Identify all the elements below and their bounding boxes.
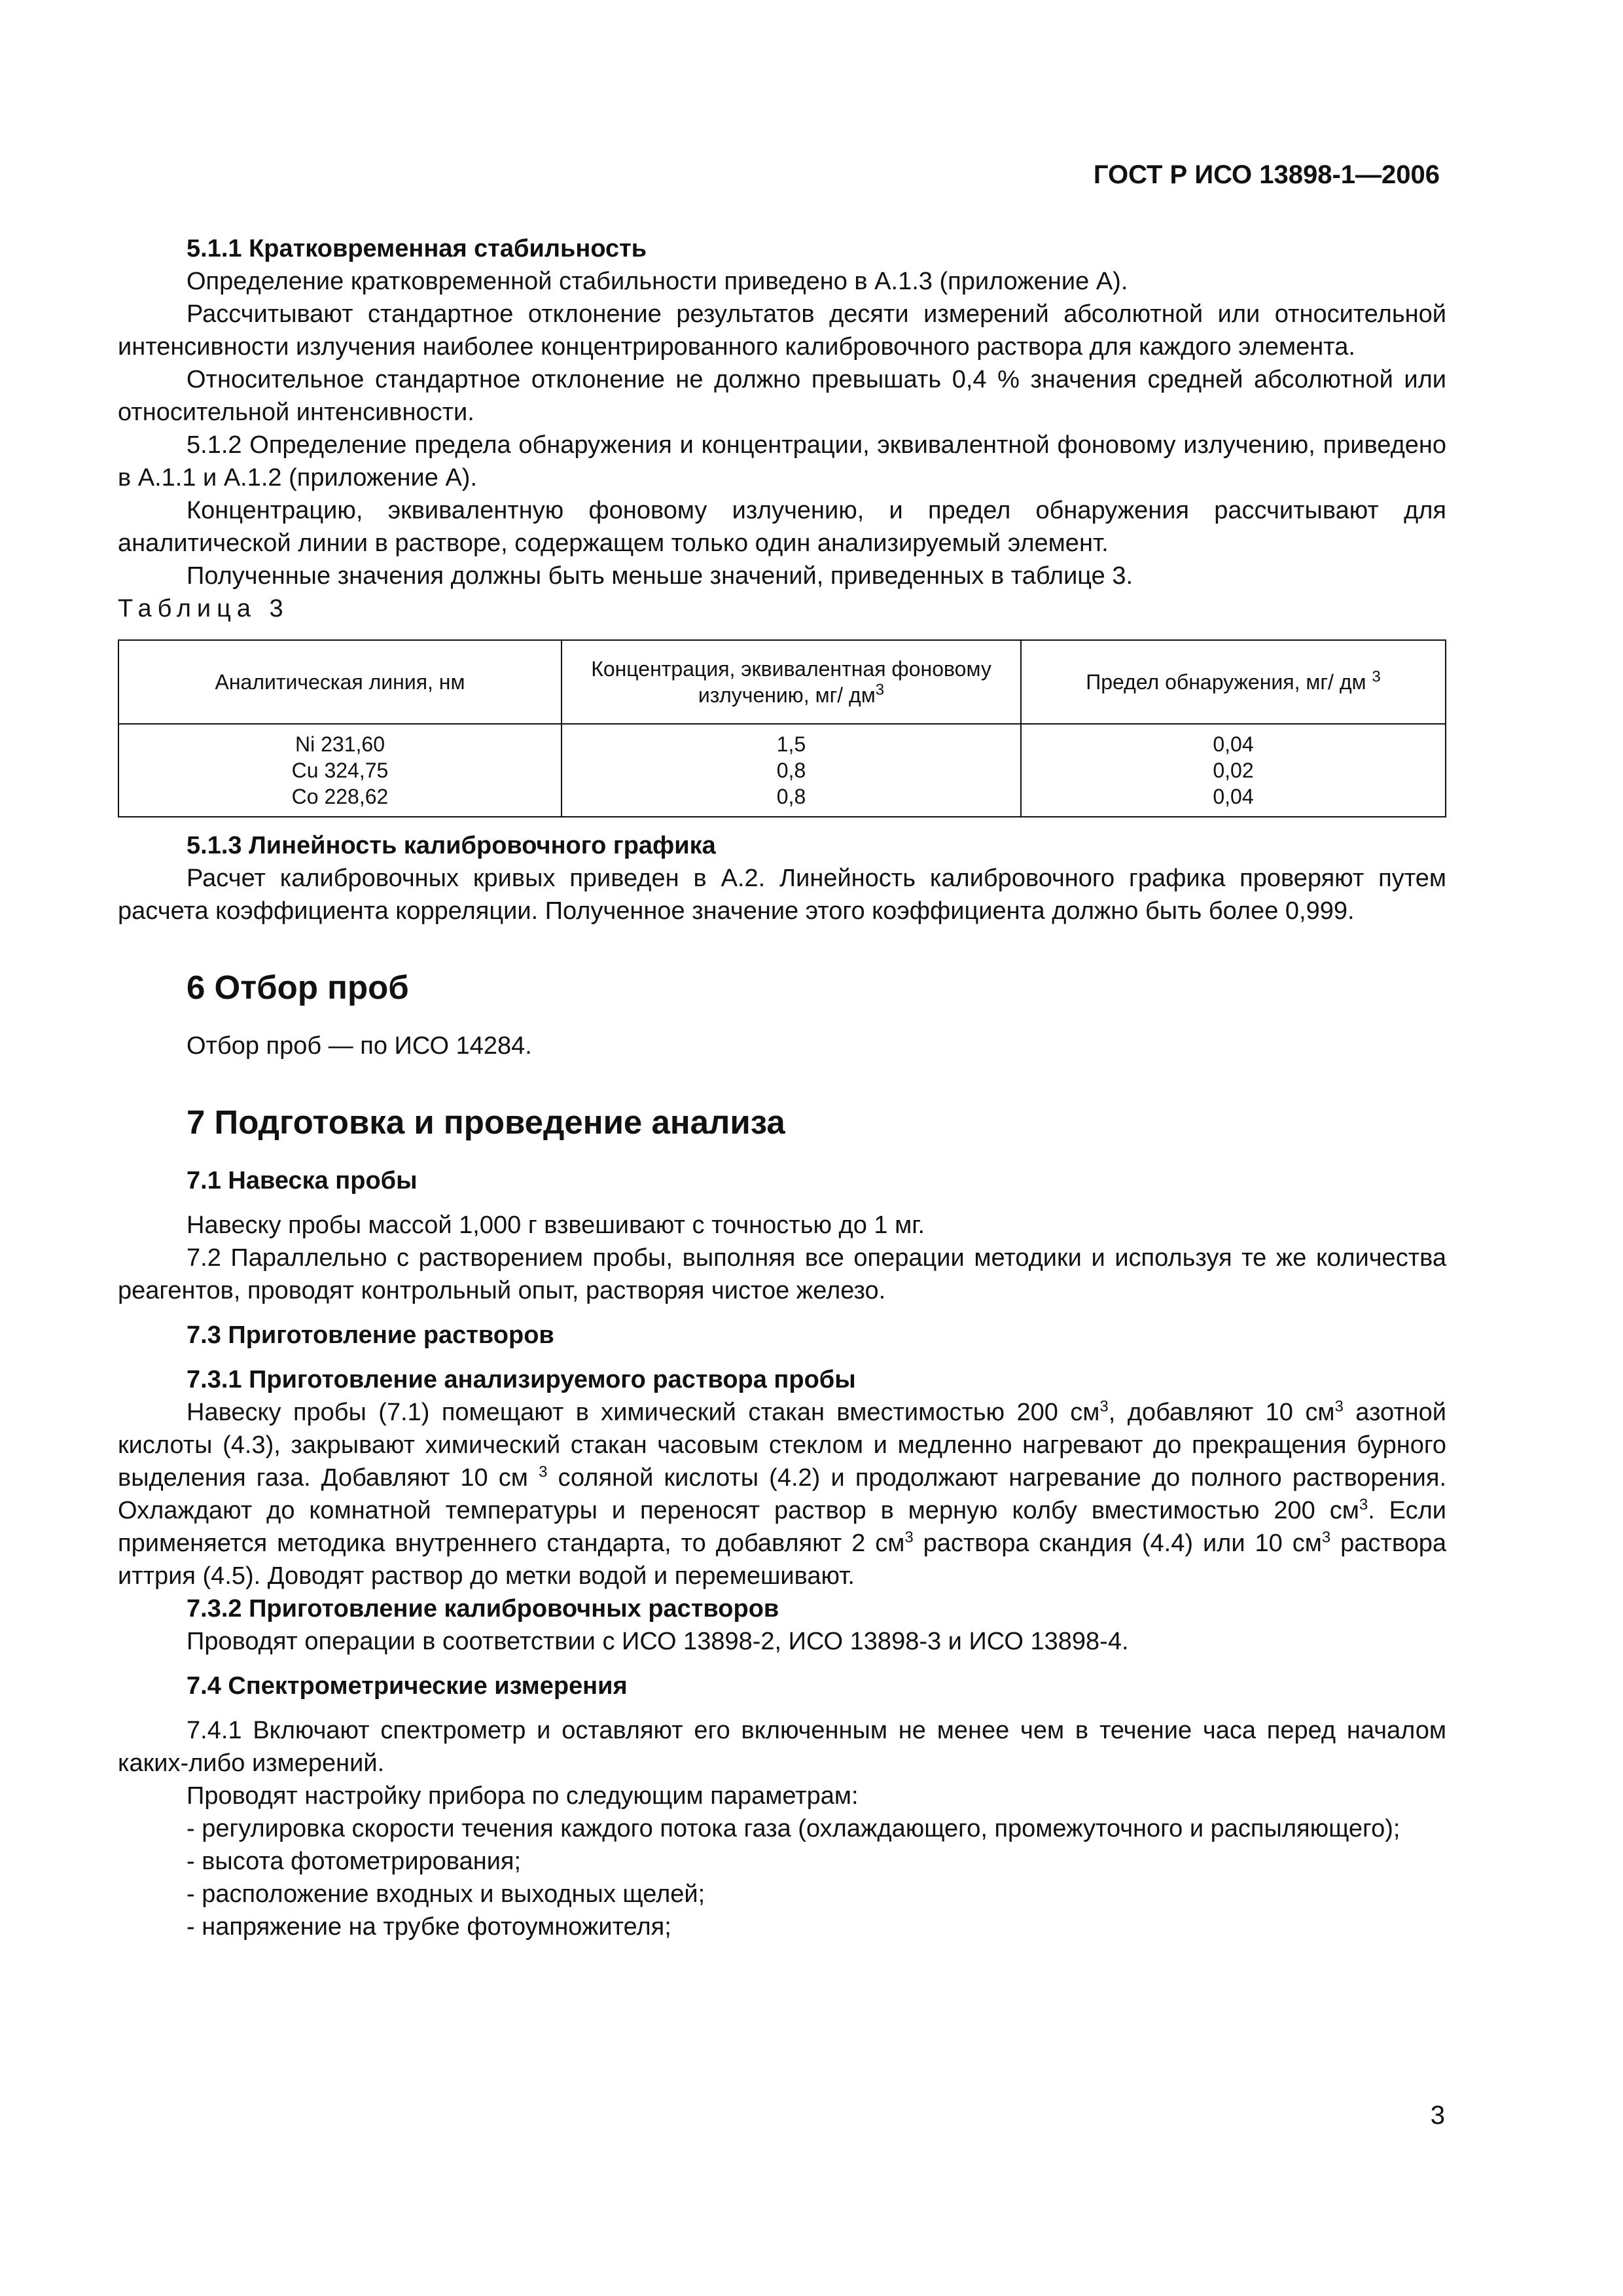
table-cell-lines	[118, 724, 562, 817]
section-7-4-title: 7.4 Спектрометрические измерения	[187, 1672, 628, 1700]
table-header-cell	[562, 640, 1021, 724]
section-5-1-3-title: 5.1.3 Линейность калибровочного графика	[187, 832, 716, 859]
section-7-3-1-title: 7.3.1 Приготовление анализируемого раствора пробы	[187, 1366, 856, 1393]
spacer	[118, 1658, 1446, 1670]
spacer	[118, 1142, 1446, 1164]
spacer	[118, 927, 1446, 968]
list-item: - напряжение на трубке фотоумножителя;	[187, 1913, 671, 1941]
paragraph: Расчет калибровочных кривых приведен в А.2. Линейность калибровочного графика проверяют путем расчета коэффициента корреляции. Полученное значение этого коэффициента должно быть более 0,999.	[118, 865, 1446, 925]
table-3	[118, 639, 1446, 817]
paragraph: Относительное стандартное отклонение не должно превышать 0,4 % значения средней абсолютной или относительной интенсивности.	[118, 366, 1446, 426]
section-5-1-1-title: 5.1.1 Кратковременная стабильность	[187, 235, 647, 262]
table-cell: Co 228,62	[291, 785, 389, 808]
paragraph: Рассчитывают стандартное отклонение результатов десяти измерений абсолютной или относительной интенсивности излучения наиболее концентрированного калибровочного раствора для каждого элемента.	[118, 300, 1446, 361]
table-caption: Таблица 3	[118, 595, 289, 622]
document-body	[118, 232, 1446, 1943]
text-run: раствора скандия (4.4) или 10 см	[913, 1530, 1322, 1557]
superscript: 3	[1321, 1528, 1331, 1547]
paragraph: 5.1.2 Определение предела обнаружения и концентрации, эквивалентной фоновому излучению, приведено в А.1.1 и А.1.2 (приложение А).	[118, 431, 1446, 492]
table-cell: 0,02	[1213, 759, 1254, 782]
spacer	[118, 1307, 1446, 1319]
paragraph: Определение кратковременной стабильности приведено в А.1.3 (приложение А).	[187, 268, 1128, 295]
superscript: 3	[1359, 1496, 1368, 1514]
superscript: 3	[1372, 668, 1381, 686]
paragraph: Навеску пробы массой 1,000 г взвешивают с точностью до 1 мг.	[187, 1211, 925, 1239]
spacer	[118, 817, 1446, 829]
document-header: ГОСТ Р ИСО 13898-1—2006	[1093, 160, 1440, 189]
paragraph	[118, 1396, 1446, 1592]
paragraph: Проводят операции в соответствии с ИСО 13898-2, ИСО 13898-3 и ИСО 13898-4.	[187, 1628, 1129, 1655]
superscript: 3	[904, 1528, 914, 1547]
page-number: 3	[1430, 2101, 1445, 2130]
table-cell: 1,5	[776, 732, 806, 756]
table-cell: 0,8	[776, 785, 806, 808]
text-run: азотной кислоты (4.3), закрывают химический стакан часовым стеклом и медленно нагревают до прекращения бурного выделения газа. Добавляют 10 см	[118, 1399, 1447, 1492]
table-cell: Cu 324,75	[291, 759, 389, 782]
paragraph: 7.2 Параллельно с растворением пробы, выполняя все операции методики и используя те же количества реагентов, проводят контрольный опыт, растворяя чистое железо.	[118, 1244, 1446, 1304]
section-7-1-title: 7.1 Навеска пробы	[187, 1167, 418, 1194]
text-run: . Если применяется методика внутреннего стандарта, то добавляют 2 см	[118, 1497, 1447, 1557]
paragraph: 7.4.1 Включают спектрометр и оставляют его включенным не менее чем в течение часа перед началом каких-либо измерений.	[118, 1717, 1446, 1777]
table-header-row	[118, 640, 1446, 724]
spacer	[118, 1197, 1446, 1209]
table-cell-conc	[562, 724, 1021, 817]
list-item: - высота фотометрирования;	[187, 1848, 522, 1875]
table-cell-limit	[1021, 724, 1446, 817]
spacer	[118, 1702, 1446, 1714]
superscript: 3	[1334, 1397, 1344, 1416]
table-header-cell	[1021, 640, 1446, 724]
text-run: соляной кислоты (4.2) и продолжают нагревание до полного растворения. Охлаждают до комнатной температуры и переносят раствор в мерную колбу вместимостью 200 см	[118, 1464, 1446, 1524]
text-run: , добавляют 10 см	[1108, 1399, 1335, 1426]
header-text: Концентрация, эквивалентная фоновому излучению, мг/ дм	[591, 657, 991, 707]
paragraph: Отбор проб — по ИСО 14284.	[187, 1032, 532, 1060]
list-item: - регулировка скорости течения каждого потока газа (охлаждающего, промежуточного и распыляющего);	[187, 1815, 1400, 1842]
table-header-cell: Аналитическая линия, нм	[118, 640, 562, 724]
table-body-row	[118, 724, 1446, 817]
section-7-3-title: 7.3 Приготовление растворов	[187, 1321, 554, 1349]
spacer	[118, 1007, 1446, 1030]
text-run: Навеску пробы (7.1) помещают в химический стакан вместимостью 200 см	[187, 1399, 1100, 1426]
section-6-heading: 6 Отбор проб	[187, 969, 409, 1006]
paragraph: Полученные значения должны быть меньше значений, приведенных в таблице 3.	[187, 562, 1133, 590]
list-item: - расположение входных и выходных щелей;	[187, 1880, 705, 1908]
spacer	[118, 1352, 1446, 1363]
table-cell: 0,8	[776, 759, 806, 782]
superscript: 3	[539, 1463, 548, 1481]
superscript: 3	[875, 681, 885, 699]
table-cell: 0,04	[1213, 732, 1254, 756]
table-cell: Ni 231,60	[295, 732, 385, 756]
paragraph: Концентрацию, эквивалентную фоновому излучению, и предел обнаружения рассчитывают для аналитической линии в растворе, содержащем только один анализируемый элемент.	[118, 497, 1446, 557]
table-cell: 0,04	[1213, 785, 1254, 808]
header-text: Предел обнаружения, мг/ дм	[1086, 670, 1366, 694]
text-run: раствора иттрия (4.5). Доводят раствор до метки водой и перемешивают.	[118, 1530, 1446, 1590]
spacer	[118, 1062, 1446, 1103]
section-7-3-2-title: 7.3.2 Приготовление калибровочных растворов	[187, 1595, 779, 1623]
section-7-heading: 7 Подготовка и проведение анализа	[187, 1103, 785, 1141]
superscript: 3	[1099, 1397, 1109, 1416]
paragraph: Проводят настройку прибора по следующим параметрам:	[187, 1782, 859, 1810]
